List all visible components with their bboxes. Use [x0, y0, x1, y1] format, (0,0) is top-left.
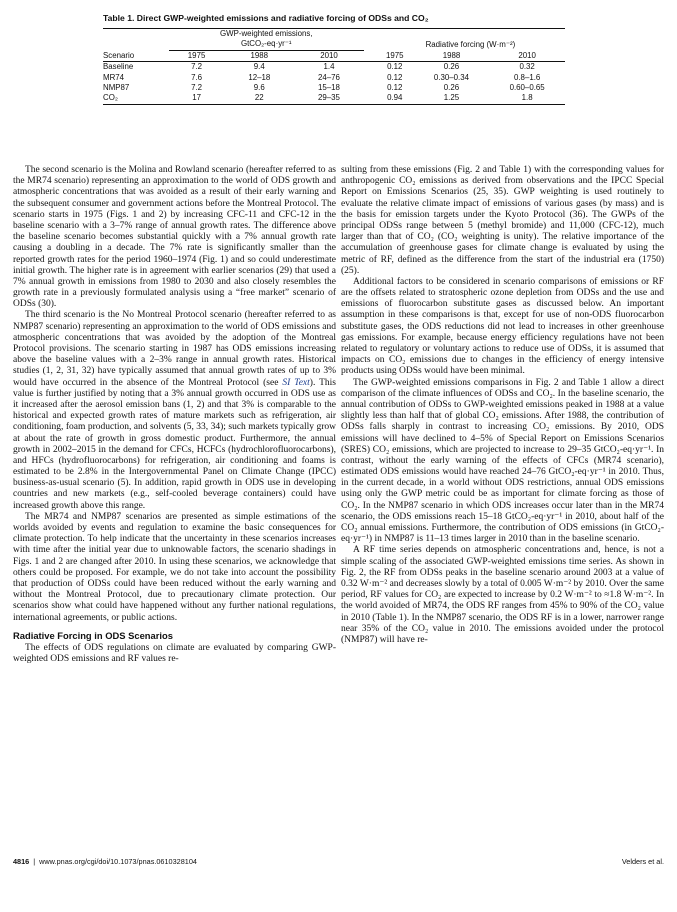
group-emissions-header-line1: GWP-weighted emissions,	[169, 29, 364, 40]
page-footer	[13, 857, 664, 866]
table-row	[103, 93, 565, 104]
row-label: MR74	[103, 72, 125, 82]
table-cell: 24–76	[318, 72, 340, 82]
page-number: 4816	[13, 857, 30, 866]
table-cell: 9.4	[253, 62, 265, 72]
table-cell: 15–18	[318, 83, 340, 93]
table-cell: 9.6	[253, 83, 265, 93]
emissions-forcing-table	[103, 28, 565, 105]
col-header-year: 1975	[376, 50, 414, 61]
doi-url[interactable]: www.pnas.org/cgi/doi/10.1073/pnas.0610328104	[39, 857, 197, 866]
table-cell: 7.2	[191, 83, 203, 93]
table-cell: 7.2	[191, 62, 203, 72]
table-cell: 12–18	[248, 72, 271, 82]
table-cell: 0.12	[387, 83, 403, 93]
body-paragraph: Additional factors to be considered in scenario comparisons of emissions or RF are the offsets related to stratospheric ozone depletion from ODSs and the use and emissions of fluorocarbon substitute gases as discussed below. An important assumption in these comparisons is that, except for use of non-ODS fluorocarbon substitute gases, the ODS reductions did not lead to increases in other greenhouse gas emissions. For example, because energy efficiency regulations have not been related to regulatory or voluntary actions to reduce use of ODSs, it is assumed that impacts on CO₂ emissions due to changes in the efficiency of energy intensive products using ODSs would have been minimal.	[341, 276, 664, 377]
table-cell: 0.30–0.34	[433, 72, 470, 82]
table-cell: 1.4	[323, 62, 335, 72]
body-paragraph: The second scenario is the Molina and Rowland scenario (hereafter referred to as the MR74 scenario) representing an approximation to the world of ODS growth and atmospheric concentrations that was avoided as a result of their early warning and the subsequent consumer and government actions before the Montreal Protocol. The scenario starts in 1975 (Figs. 1 and 2) by increasing CFC-11 and CFC-12 in the baseline scenario with a 3–7% range of annual growth rates. The difference above the baseline scenario becomes substantial quickly with a 7% annual growth rate causing a doubling in a decade. The 7% rate is significantly smaller than the reported growth rates for the period 1960–1974 (Fig. 1) and so could underestimate initial growth. The higher rate is in agreement with earlier scenarios (29) that used a 7% annual growth in emissions from 1980 to 2030 and also closely resembles the growth rate in a previously formulated analysis using a “free market” scenario of ODSs (30).	[13, 165, 336, 310]
col-header-year: 1988	[224, 50, 294, 61]
col-header-scenario: Scenario	[103, 50, 169, 61]
table-cell: 0.60–0.65	[509, 83, 545, 93]
right-text-column	[341, 165, 664, 646]
table-group-header-row-1	[103, 29, 565, 40]
col-header-year: 1975	[169, 50, 225, 61]
body-paragraph: The effects of ODS regulations on climate are evaluated by comparing GWP-weighted ODS emissions and RF values re-	[13, 642, 336, 665]
row-label: Baseline	[103, 62, 134, 72]
table-row	[103, 83, 565, 93]
table-1	[103, 13, 565, 105]
body-text: The third scenario is the No Montreal Protocol scenario (hereafter referred to as NMP87 scenario) representing an approximation to the world of ODS emissions and atmospheric concentrations that was avoided by the adoption of the Montreal Protocol provisions. The scenario starting in 1987 has ODS emissions increasing above the baseline values with a 2–3% range in annual growth rates. Historical studies (1, 2, 31, 32) have typically assumed that annual growth rates of up to 3% would have occurred in the absence of the Montreal Protocol (see	[13, 310, 336, 388]
table-cell: 0.94	[376, 93, 414, 104]
row-label: NMP87	[103, 83, 130, 93]
table-cell: 0.12	[387, 72, 403, 82]
col-header-year: 1988	[414, 50, 490, 61]
group-emissions-header-line2: GtCO₂-eq·yr⁻¹	[169, 39, 364, 50]
table-cell: 22	[224, 93, 294, 104]
table-cell: 1.8	[489, 93, 565, 104]
group-forcing-header	[376, 29, 565, 51]
section-heading: Radiative Forcing in ODS Scenarios	[13, 629, 173, 641]
table-cell: 0.26	[443, 83, 460, 93]
footer-authors: Velders et al.	[621, 857, 664, 866]
footer-separator: |	[33, 857, 36, 866]
table-row	[103, 62, 565, 73]
body-text: ). This value is further justified by noting that a 3% annual growth occurred in ODS use as it increased after the aerosol emission bans (1, 2) and that 3% is comparable to the historical and expected growth rates of mature markets such as refrigeration, air conditioning, foam production, and solvents (5, 33, 34); such markets typically grow at about the rate of growth in gross domestic product. Furthermore, the annual growth in 2002–2015 in the demand for CFCs, HCFCs (hydrochlorofluorocarbons), and HFCs (hydrofluorocarbons) for refrigeration, air conditioning and foams is estimated to be 2.8% in the Intergovernmental Panel on Climate Change (IPCC) business-as-usual scenario (5). In addition, rapid growth in ODS use in developing countries and new markets (e.g., self-cooled beverage containers) could have increased growth above this range.	[13, 377, 337, 511]
table-cell: 17	[169, 93, 225, 104]
table-cell: 29–35	[294, 93, 364, 104]
body-paragraph: A RF time series depends on atmospheric concentrations and, hence, is not a simple scaling of the associated GWP-weighted emissions time series. As shown in Fig. 2, the RF from ODSs peaks in the baseline scenario around 2003 at a value of 0.32 W·m⁻² and decreases slowly by a total of 0.005 W·m⁻² by 2010. Over the same period, RF values for CO₂ are expected to increase by 0.2 W·m⁻² to ≈1.8 W·m⁻². In the world avoided of MR74, the ODS RF ranges from 45% to 90% of the CO₂ value in 2010 (Table 1). In the NMP87 scenario, the ODS RF is in a lower, narrower range near 35% of the CO₂ value in 2010. The emissions avoided under the protocol (NMP87) will have re-	[341, 545, 664, 645]
col-header-year: 2010	[294, 50, 364, 61]
row-label: CO₂	[103, 93, 169, 104]
table-caption: Table 1. Direct GWP-weighted emissions and radiative forcing of ODSs and CO₂	[103, 13, 429, 23]
col-header-year: 2010	[489, 50, 565, 61]
body-paragraph: The GWP-weighted emissions comparisons in Fig. 2 and Table 1 allow a direct comparison of the climate influences of ODSs and CO₂. In the baseline scenario, the annual contribution of ODSs to GWP-weighted emissions peaked in 1988 at a value slightly less than half that of global CO₂ emissions. After 1988, the contribution of ODSs falls sharply in contrast to increasing CO₂ emissions. By 2010, ODS emissions will have declined to 4–5% of Special Report on Emissions Scenarios (SRES) CO₂ emissions, which are projected to increase to 29–35 GtCO₂-eq·yr⁻¹. In contrast, without the early warning of the effects of CFCs (MR74 scenario), estimated ODS emissions would have reached 24–76 GtCO₂-eq·yr⁻¹ in 2010. Thus, in the current decade, in a world without ODS restrictions, annual ODS emissions using only the GWP metric could be as important for climate forcing as those of CO₂. In the NMP87 scenario in which ODS increases occur later than in the MR74 scenario, the ODS emissions reach 15–18 GtCO₂-eq·yr⁻¹ in 2010, about half of the CO₂ annual emissions. Furthermore, the contribution of ODS emissions (in GtCO₂-eq·yr⁻¹) in NMP87 is 11–13 times larger in 2010 than in the baseline scenario.	[341, 377, 664, 545]
table-cell: 7.6	[191, 72, 203, 82]
table-cell: 1.25	[414, 93, 490, 104]
body-paragraph: sulting from these emissions (Fig. 2 and Table 1) with the corresponding values for anthropogenic CO₂ emissions as derived from observations and the IPCC Special Report on Emissions Scenarios (25, 35). GWP weighting is used routinely to evaluate the relative climate impact of emissions of various gases (by mass) and is the basis for emission targets under the Kyoto Protocol (36). The GWPs of the principal ODSs range between 5 (methyl bromide) and 11,000 (CFC-12), much larger than that of CO₂ (CO₂ weighting is unity). The relative importance of the accumulation of greenhouse gases for climate change is evaluated by using the metric of RF, defined as the difference from the start of the industrial era (1750) (25).	[341, 165, 664, 276]
table-cell: 0.32	[519, 62, 535, 72]
left-text-column	[13, 165, 336, 665]
table-row	[103, 73, 565, 83]
body-paragraph	[13, 310, 336, 511]
table-cell: 0.8–1.6	[513, 72, 541, 82]
group-forcing-label: Radiative forcing (W·m⁻²)	[425, 39, 516, 49]
table-cell: 0.26	[443, 62, 460, 72]
si-text-link[interactable]: SI Text	[282, 377, 310, 388]
table-column-header-row	[103, 50, 565, 61]
table-cell: 0.12	[387, 62, 403, 72]
body-paragraph: The MR74 and NMP87 scenarios are presented as simple estimations of the worlds avoided by events and regulation to examine the basic consequences for climate protection. To help indicate that the uncertainty in these scenarios increases with time after the initial year due to unknowable factors, the scenario shadings in Figs. 1 and 2 are changed after 2010. In using these scenarios, we acknowledge that others could be proposed. For example, we do not take into account the possibility that production of ODSs could have been reduced without the early warning and without the Montreal Protocol, due to precautionary climate protection. Our scenarios show what could have happened without any further national regulations, international agreements, or public actions.	[13, 511, 336, 623]
